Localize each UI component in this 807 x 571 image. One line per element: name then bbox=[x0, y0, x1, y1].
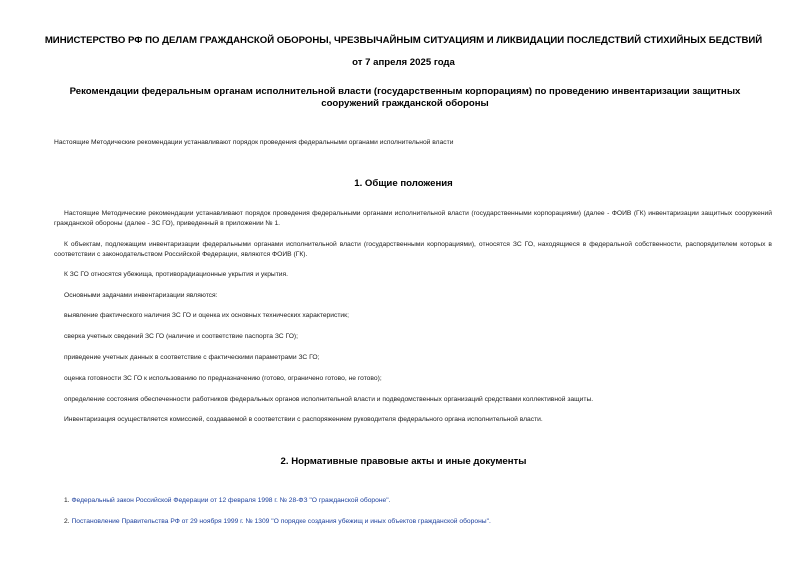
ministry-heading: МИНИСТЕРСТВО РФ ПО ДЕЛАМ ГРАЖДАНСКОЙ ОБОРОНЫ, ЧРЕЗВЫЧАЙНЫМ СИТУАЦИЯМ И ЛИКВИДАЦИИ ПОСЛЕДСТВИЙ СТИХИЙНЫХ БЕДСТВИЙ bbox=[44, 35, 763, 46]
normative-act-link[interactable]: Федеральный закон Российской Федерации от 12 февраля 1998 г. № 28-ФЗ "О гражданской обороне". bbox=[71, 497, 391, 504]
normative-act-link[interactable]: Постановление Правительства РФ от 29 ноября 1999 г. № 1309 "О порядке создания убежищ и иных объектов гражданской обороны". bbox=[71, 518, 491, 525]
section-1-paragraph: Инвентаризация осуществляется комиссией, создаваемой в соответствии с распоряжением руководителя федерального органа исполнительной власти. bbox=[64, 416, 543, 423]
intro-paragraph: Настоящие Методические рекомендации устанавливают порядок проведения федеральными органами исполнительной власти bbox=[54, 139, 454, 146]
section-2-title: 2. Нормативные правовые акты и иные документы bbox=[280, 456, 527, 467]
section-1-paragraph: Основными задачами инвентаризации являются: bbox=[64, 292, 218, 299]
normative-act-item[interactable] bbox=[54, 517, 772, 527]
section-1-paragraph: приведение учетных данных в соответствие с фактическими параметрами ЗС ГО; bbox=[64, 354, 320, 361]
section-1-paragraph: К ЗС ГО относятся убежища, противорадиационные укрытия и укрытия. bbox=[64, 271, 288, 278]
document-date: от 7 апреля 2025 года bbox=[352, 57, 455, 68]
normative-act-number: 2. bbox=[64, 518, 70, 525]
document-title: Рекомендации федеральным органам исполнительной власти (государственным корпорациям) по проведению инвентаризации защитных сооружений гражданской обороны bbox=[69, 86, 741, 109]
section-1-paragraph: определение состояния обеспеченности работников федеральных органов исполнительной власти и подведомственных организаций средствами коллективной защиты. bbox=[64, 396, 594, 403]
section-1-paragraph: выявление фактического наличия ЗС ГО и оценка их основных технических характеристик; bbox=[64, 312, 349, 319]
section-1-paragraph: Настоящие Методические рекомендации устанавливают порядок проведения федеральными органами исполнительной власти (государственными корпорациями) (далее - ФОИВ (ГК) инвентаризации защитных сооружений гражданской обороны (далее - ЗС ГО), приведенный в приложении № 1. bbox=[54, 210, 772, 227]
section-1-paragraph: оценка готовности ЗС ГО к использованию по предназначению (готово, ограничено готово, не готово); bbox=[64, 375, 382, 382]
normative-act-number: 1. bbox=[64, 497, 70, 504]
normative-act-item[interactable] bbox=[54, 496, 772, 506]
section-1-title: 1. Общие положения bbox=[354, 178, 453, 189]
section-1-paragraph: К объектам, подлежащим инвентаризации федеральными органами исполнительной власти (государственными корпорациями), относятся ЗС ГО, находящиеся в федеральной собственности, распорядителем которых в соответствии с законодательством Российской Федерации, являются ФОИВ (ГК). bbox=[54, 241, 772, 258]
section-1-paragraph: сверка учетных сведений ЗС ГО (наличие и соответствие паспорта ЗС ГО); bbox=[64, 333, 299, 340]
